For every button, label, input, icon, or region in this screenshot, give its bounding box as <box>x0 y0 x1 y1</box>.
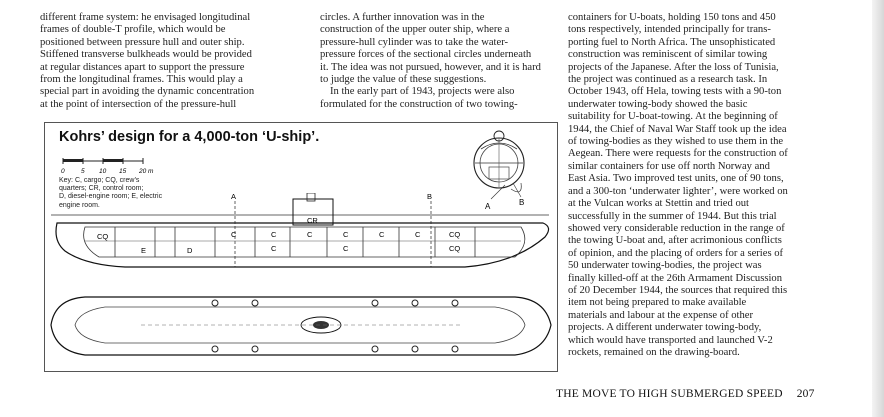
text-line: rockets, remained on the drawing-board. <box>568 346 740 358</box>
figure-title: Kohrs’ design for a 4,000-ton ‘U-ship’. <box>59 129 320 145</box>
text-line: formulated for the construction of two towing- <box>320 98 518 110</box>
key-line: D, diesel-engine room; E, electric <box>59 193 163 201</box>
text-column-3 <box>568 12 861 359</box>
text-line: which would have transported and launched V-2 <box>568 334 773 346</box>
page-footer <box>556 388 815 400</box>
plan-view-drawing <box>45 285 555 367</box>
text-line: In the early part of 1943, projects were also <box>330 86 515 98</box>
text-line: Stiffened transverse bulkheads would be provided <box>40 49 252 61</box>
text-line: containers for U-boats, holding 150 tons and 450 <box>568 12 776 23</box>
section-label-a: A <box>485 202 491 211</box>
text-line: October 1943, off Hela, towing tests with a 90-ton <box>568 86 782 98</box>
scale-tick: 0 <box>61 168 65 175</box>
text-line: and a 300-ton ‘underwater lighter’, were worked on <box>568 185 788 197</box>
compartment-label: CQ <box>97 232 109 241</box>
text-line: 1944, the Chief of Naval War Staff took up the idea <box>568 123 787 135</box>
text-line: positioned between pressure hull and outer ship. <box>40 36 245 48</box>
text-line: at the Vulcan works at Stettin and tried out <box>568 198 749 210</box>
scale-tick: 15 <box>119 168 127 175</box>
text-line: porting fuel to North Africa. The unsophisticated <box>568 36 776 48</box>
text-line: item not being prepared to make available <box>568 297 747 309</box>
text-line: from the longitudinal frames. This would play a <box>40 74 243 86</box>
compartment-label: CQ <box>449 244 461 253</box>
text-line: suitability for U-boat-towing. At the beginning of <box>568 111 778 123</box>
key-line: Key: C, cargo; CQ, crew’s <box>59 177 140 184</box>
text-line: 50 underwater towing-bodies, the project was <box>568 260 762 272</box>
text-line: at the point of intersection of the pressure-hull <box>40 98 237 110</box>
compartment-label: C <box>307 230 313 239</box>
compartment-label: E <box>141 246 147 255</box>
section-marker-b: B <box>427 193 433 201</box>
key-line: quarters; CR, control room; <box>59 185 144 193</box>
compartment-label: C <box>343 230 349 239</box>
text-line: construction was reminiscent of similar towing <box>568 49 768 61</box>
text-line: construction of the upper outer ship, where a <box>320 24 510 36</box>
page-number: 207 <box>796 388 815 400</box>
text-line: materials and labour at the expense of other <box>568 309 754 321</box>
side-elevation-drawing <box>45 193 555 273</box>
u-ship-figure <box>44 122 558 372</box>
text-line: pressure-hull cylinder was to take the water- <box>320 36 509 48</box>
book-spine-shadow <box>872 0 884 417</box>
compartment-label: CQ <box>449 230 461 239</box>
running-head: THE MOVE TO HIGH SUBMERGED SPEED <box>556 388 783 400</box>
text-column-1 <box>40 12 308 111</box>
key-line: engine room. <box>59 201 100 209</box>
text-line: the project was continued as a research task. In <box>568 74 768 86</box>
text-line: special part in avoiding the dynamic concentration <box>40 86 255 98</box>
text-line: successfully in the summer of 1944. But this trial <box>568 210 777 222</box>
text-line: to judge the value of these suggestions. <box>320 74 487 86</box>
text-line: finally killed-off at the 26th Armament Discussion <box>568 272 782 284</box>
text-line: frames of double-T profile, which would be <box>40 24 226 36</box>
text-line: different frame system: he envisaged longitudinal <box>40 12 251 23</box>
scale-tick: 10 <box>99 168 107 175</box>
compartment-label: C <box>231 230 237 239</box>
compartment-label: CR <box>307 216 318 225</box>
text-line: East Asia. Two improved test units, one of 90 tons, <box>568 173 784 185</box>
text-column-2 <box>320 12 563 111</box>
section-label-b: B <box>519 198 525 207</box>
text-line: the towing U-boat and, after acrimonious conflicts <box>568 235 782 247</box>
text-line: at regular distances apart to support the pressure <box>40 61 245 73</box>
text-line: of towing-bodies as they wished to use them in the <box>568 136 784 148</box>
text-line: projects. A different underwater towing-body, <box>568 322 762 334</box>
compartment-label: C <box>343 244 349 253</box>
text-line: tons respectively, intended principally for trans- <box>568 24 771 36</box>
text-line: showed very considerable reduction in the range of <box>568 222 785 234</box>
text-line: similar containers for use off north Norway and <box>568 160 770 172</box>
text-line: of 20 December 1944, the sources that required this <box>568 284 788 296</box>
text-line: Aegean. There were requests for the construction of <box>568 148 788 160</box>
section-marker-a: A <box>231 193 237 201</box>
compartment-label: C <box>271 244 277 253</box>
compartment-label: C <box>379 230 385 239</box>
text-line: projects of the Japanese. After the loss of Tunisia, <box>568 61 779 73</box>
text-line: it. The idea was not pursued, however, and it is hard <box>320 61 541 73</box>
scale-tick: 20 m <box>139 168 154 175</box>
text-line: circles. A further innovation was in the <box>320 12 485 23</box>
text-line: pressure forces of the sectional circles underneath <box>320 49 532 61</box>
text-line: of opinion, and the placing of orders for a series of <box>568 247 784 259</box>
scale-tick: 5 <box>81 168 85 175</box>
compartment-label: C <box>415 230 421 239</box>
compartment-label: D <box>187 246 193 255</box>
text-line: underwater towing-body showed the basic <box>568 98 748 110</box>
compartment-label: C <box>271 230 277 239</box>
